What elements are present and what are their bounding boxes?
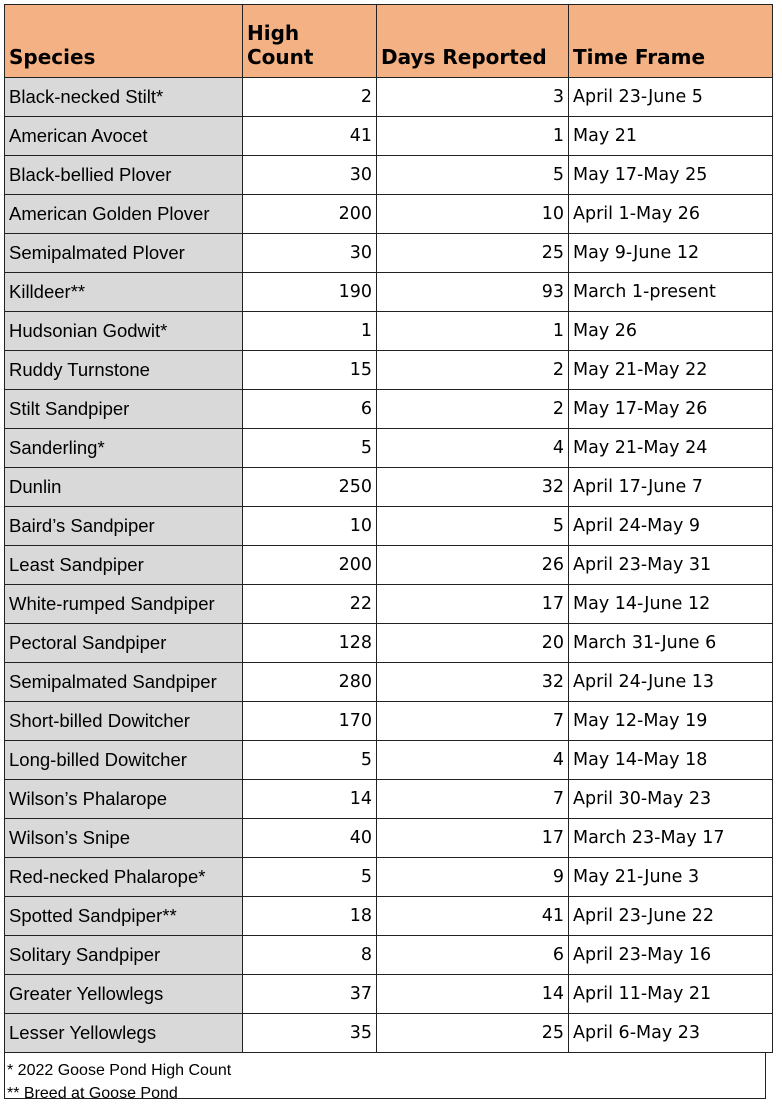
species-cell: Dunlin (5, 468, 243, 507)
time-frame-cell: March 31-June 6 (569, 624, 773, 663)
days-reported-cell: 2 (377, 390, 569, 429)
table-row (5, 156, 773, 195)
high-count-cell: 1 (243, 312, 377, 351)
high-count-cell: 30 (243, 156, 377, 195)
species-cell: Black-necked Stilt* (5, 78, 243, 117)
header-high-count: High Count (243, 5, 377, 78)
days-reported-cell: 1 (377, 312, 569, 351)
shorebird-table (4, 4, 773, 1053)
high-count-cell: 10 (243, 507, 377, 546)
species-cell: Killdeer** (5, 273, 243, 312)
table-row (5, 858, 773, 897)
species-cell: Solitary Sandpiper (5, 936, 243, 975)
table-row (5, 507, 773, 546)
time-frame-cell: May 14-May 18 (569, 741, 773, 780)
species-cell: Least Sandpiper (5, 546, 243, 585)
species-cell: Short-billed Dowitcher (5, 702, 243, 741)
high-count-cell: 200 (243, 546, 377, 585)
species-cell: White-rumped Sandpiper (5, 585, 243, 624)
table-row (5, 195, 773, 234)
footnote-breed: ** Breed at Goose Pond (7, 1085, 178, 1102)
days-reported-cell: 5 (377, 156, 569, 195)
high-count-cell: 200 (243, 195, 377, 234)
time-frame-cell: May 21-May 24 (569, 429, 773, 468)
table-body (5, 78, 773, 1053)
high-count-cell: 280 (243, 663, 377, 702)
time-frame-cell: April 17-June 7 (569, 468, 773, 507)
days-reported-cell: 25 (377, 1014, 569, 1053)
table-row (5, 975, 773, 1014)
table-row (5, 390, 773, 429)
high-count-cell: 6 (243, 390, 377, 429)
species-cell: Semipalmated Plover (5, 234, 243, 273)
days-reported-cell: 3 (377, 78, 569, 117)
species-cell: Black-bellied Plover (5, 156, 243, 195)
high-count-cell: 18 (243, 897, 377, 936)
days-reported-cell: 32 (377, 663, 569, 702)
time-frame-cell: March 23-May 17 (569, 819, 773, 858)
days-reported-cell: 20 (377, 624, 569, 663)
time-frame-cell: April 24-June 13 (569, 663, 773, 702)
table-row (5, 663, 773, 702)
high-count-cell: 14 (243, 780, 377, 819)
time-frame-cell: May 21-May 22 (569, 351, 773, 390)
table-row (5, 351, 773, 390)
table-row (5, 429, 773, 468)
high-count-cell: 190 (243, 273, 377, 312)
table-row (5, 936, 773, 975)
footnote-high-count: * 2022 Goose Pond High Count (7, 1062, 232, 1079)
table-row (5, 78, 773, 117)
high-count-cell: 170 (243, 702, 377, 741)
days-reported-cell: 4 (377, 429, 569, 468)
high-count-cell: 30 (243, 234, 377, 273)
species-cell: Red-necked Phalarope* (5, 858, 243, 897)
table-row (5, 780, 773, 819)
high-count-cell: 5 (243, 741, 377, 780)
time-frame-cell: May 21 (569, 117, 773, 156)
days-reported-cell: 41 (377, 897, 569, 936)
header-species: Species (5, 5, 243, 78)
days-reported-cell: 4 (377, 741, 569, 780)
time-frame-cell: April 30-May 23 (569, 780, 773, 819)
table-row (5, 897, 773, 936)
days-reported-cell: 93 (377, 273, 569, 312)
time-frame-cell: May 12-May 19 (569, 702, 773, 741)
time-frame-cell: April 11-May 21 (569, 975, 773, 1014)
table-row (5, 702, 773, 741)
species-cell: Wilson’s Snipe (5, 819, 243, 858)
days-reported-cell: 10 (377, 195, 569, 234)
header-time-frame: Time Frame (569, 5, 773, 78)
time-frame-cell: March 1-present (569, 273, 773, 312)
time-frame-cell: May 17-May 25 (569, 156, 773, 195)
header-row (5, 5, 773, 78)
time-frame-cell: May 26 (569, 312, 773, 351)
days-reported-cell: 17 (377, 585, 569, 624)
table-row (5, 741, 773, 780)
table-row (5, 468, 773, 507)
footnotes (4, 1053, 766, 1102)
table-row (5, 312, 773, 351)
time-frame-cell: May 14-June 12 (569, 585, 773, 624)
species-cell: Lesser Yellowlegs (5, 1014, 243, 1053)
species-cell: Pectoral Sandpiper (5, 624, 243, 663)
time-frame-cell: April 6-May 23 (569, 1014, 773, 1053)
species-cell: American Avocet (5, 117, 243, 156)
high-count-cell: 41 (243, 117, 377, 156)
time-frame-cell: April 23-May 31 (569, 546, 773, 585)
high-count-cell: 22 (243, 585, 377, 624)
days-reported-cell: 32 (377, 468, 569, 507)
days-reported-cell: 9 (377, 858, 569, 897)
high-count-cell: 128 (243, 624, 377, 663)
species-cell: Spotted Sandpiper** (5, 897, 243, 936)
days-reported-cell: 2 (377, 351, 569, 390)
days-reported-cell: 1 (377, 117, 569, 156)
time-frame-cell: April 23-June 22 (569, 897, 773, 936)
table-row (5, 1014, 773, 1053)
days-reported-cell: 25 (377, 234, 569, 273)
species-cell: Sanderling* (5, 429, 243, 468)
high-count-cell: 35 (243, 1014, 377, 1053)
shorebird-table-sheet (4, 4, 772, 1102)
time-frame-cell: April 23-May 16 (569, 936, 773, 975)
species-cell: Long-billed Dowitcher (5, 741, 243, 780)
species-cell: Hudsonian Godwit* (5, 312, 243, 351)
species-cell: American Golden Plover (5, 195, 243, 234)
header-days-reported: Days Reported (377, 5, 569, 78)
high-count-cell: 5 (243, 858, 377, 897)
time-frame-cell: April 23-June 5 (569, 78, 773, 117)
days-reported-cell: 5 (377, 507, 569, 546)
days-reported-cell: 6 (377, 936, 569, 975)
high-count-cell: 8 (243, 936, 377, 975)
species-cell: Stilt Sandpiper (5, 390, 243, 429)
high-count-cell: 15 (243, 351, 377, 390)
table-row (5, 117, 773, 156)
time-frame-cell: May 17-May 26 (569, 390, 773, 429)
species-cell: Semipalmated Sandpiper (5, 663, 243, 702)
species-cell: Greater Yellowlegs (5, 975, 243, 1014)
species-cell: Ruddy Turnstone (5, 351, 243, 390)
table-row (5, 819, 773, 858)
time-frame-cell: April 24-May 9 (569, 507, 773, 546)
species-cell: Baird’s Sandpiper (5, 507, 243, 546)
table-row (5, 273, 773, 312)
table-row (5, 234, 773, 273)
high-count-cell: 2 (243, 78, 377, 117)
days-reported-cell: 14 (377, 975, 569, 1014)
species-cell: Wilson’s Phalarope (5, 780, 243, 819)
time-frame-cell: May 21-June 3 (569, 858, 773, 897)
days-reported-cell: 26 (377, 546, 569, 585)
high-count-cell: 5 (243, 429, 377, 468)
days-reported-cell: 7 (377, 702, 569, 741)
table-row (5, 585, 773, 624)
days-reported-cell: 17 (377, 819, 569, 858)
time-frame-cell: April 1-May 26 (569, 195, 773, 234)
time-frame-cell: May 9-June 12 (569, 234, 773, 273)
high-count-cell: 250 (243, 468, 377, 507)
days-reported-cell: 7 (377, 780, 569, 819)
high-count-cell: 37 (243, 975, 377, 1014)
table-row (5, 624, 773, 663)
table-row (5, 546, 773, 585)
high-count-cell: 40 (243, 819, 377, 858)
